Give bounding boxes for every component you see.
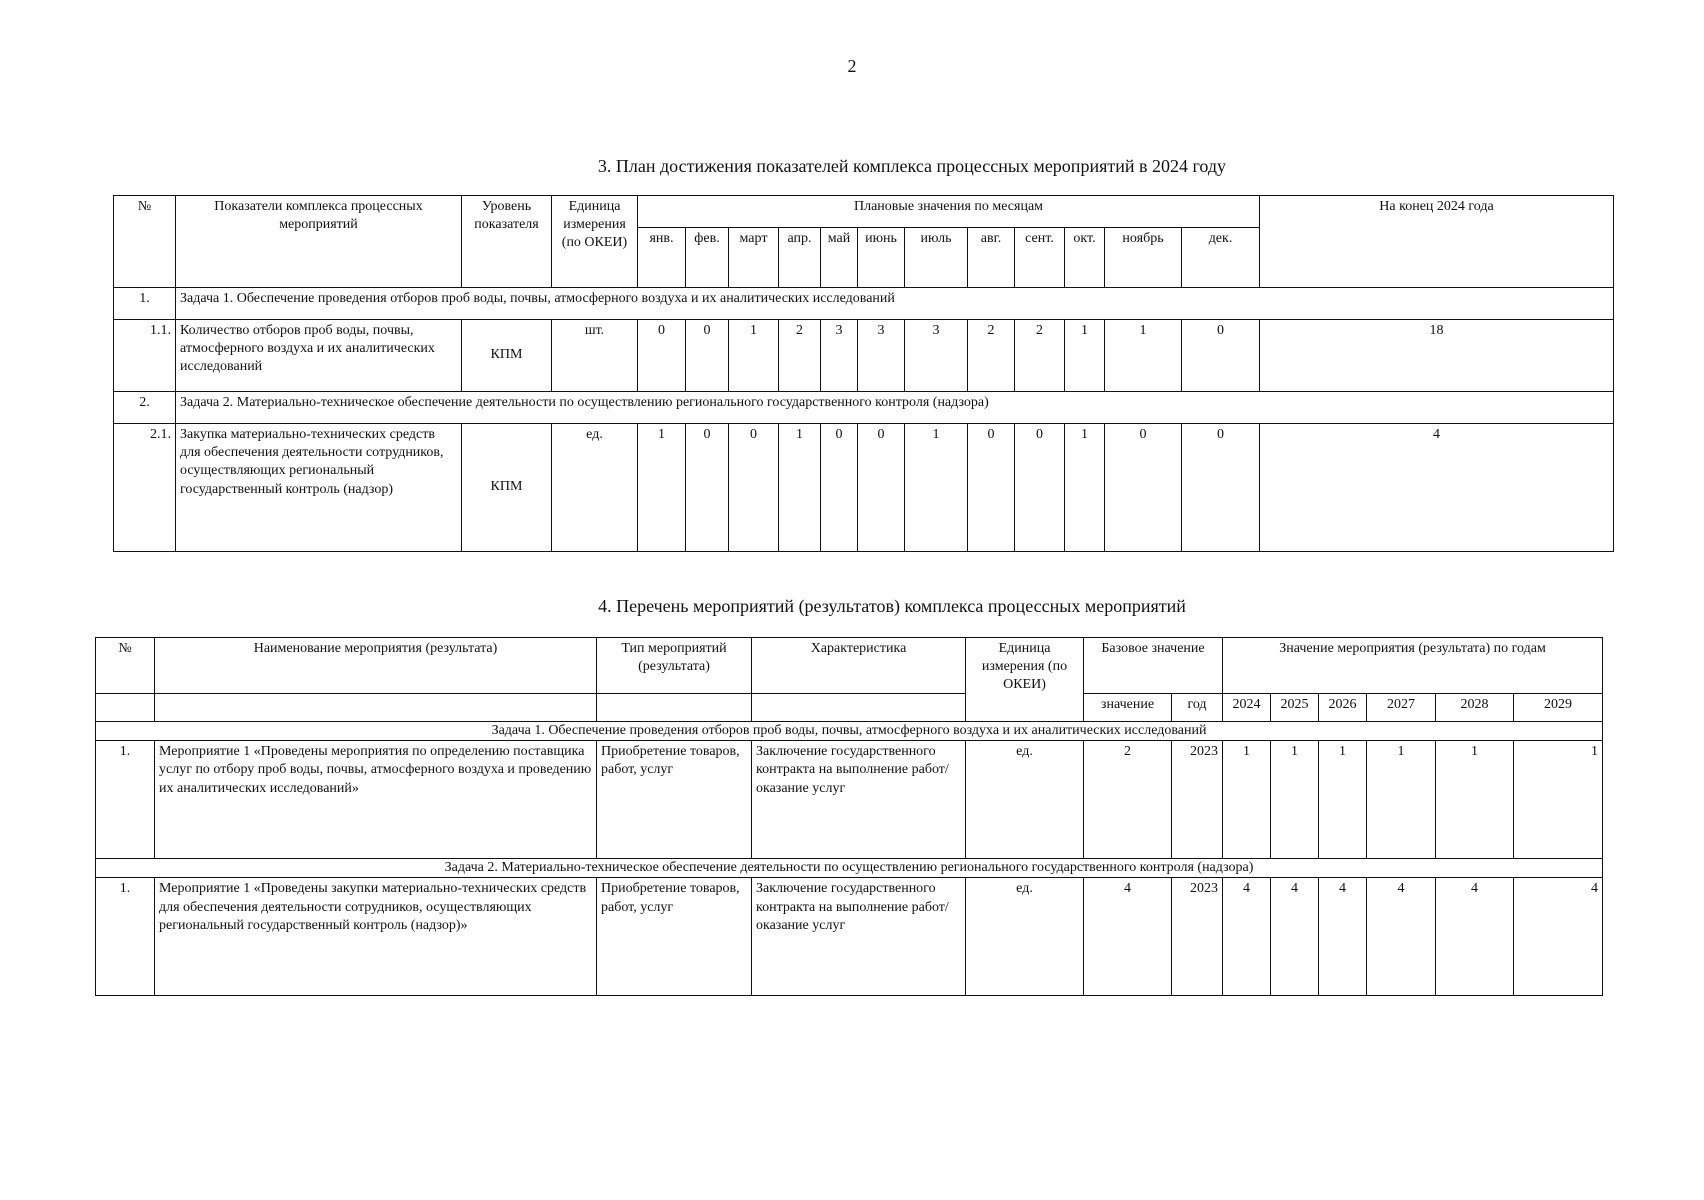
task-row	[96, 722, 1603, 741]
header-year: 2028	[1436, 694, 1514, 722]
base-year: 2023	[1172, 878, 1223, 996]
month-value: 2	[779, 320, 821, 392]
header-monthly: Плановые значения по месяцам	[638, 196, 1260, 228]
task-text: Задача 1. Обеспечение проведения отборов проб воды, почвы, атмосферного воздуха и их аналитических исследований	[176, 288, 1614, 320]
activity-unit: ед.	[966, 878, 1084, 996]
base-year: 2023	[1172, 741, 1223, 859]
table-row	[96, 741, 1603, 859]
activity-unit: ед.	[966, 741, 1084, 859]
header-month: дек.	[1182, 228, 1260, 288]
row-num: 1.	[96, 741, 155, 859]
header-year: 2024	[1223, 694, 1271, 722]
table-row	[114, 424, 1614, 552]
table4-title: 4. Перечень мероприятий (результатов) комплекса процессных мероприятий	[598, 596, 1186, 616]
row-num: 2.	[114, 392, 176, 424]
task-text: Задача 2. Материально-техническое обеспечение деятельности по осуществлению регионального государственного контроля (надзора)	[176, 392, 1614, 424]
header-base-value: значение	[1084, 694, 1172, 722]
year-value: 1	[1514, 741, 1603, 859]
row-num: 1.	[114, 288, 176, 320]
month-value: 0	[1105, 424, 1182, 552]
month-value: 1	[1065, 320, 1105, 392]
table-row	[114, 320, 1614, 392]
header-month: сент.	[1015, 228, 1065, 288]
month-value: 1	[779, 424, 821, 552]
year-value: 1	[1271, 741, 1319, 859]
task-row	[114, 288, 1614, 320]
year-end-value: 4	[1260, 424, 1614, 552]
month-value: 1	[1105, 320, 1182, 392]
header-values-by-year: Значение мероприятия (результата) по годам	[1223, 638, 1603, 694]
month-value: 0	[1182, 424, 1260, 552]
header-month: июль	[905, 228, 968, 288]
year-value: 1	[1223, 741, 1271, 859]
activity-characteristic: Заключение государственного контракта на выполнение работ/оказание услуг	[752, 741, 966, 859]
task-text: Задача 2. Материально-техническое обеспечение деятельности по осуществлению регионального государственного контроля (надзора)	[96, 859, 1603, 878]
indicator-unit: ед.	[552, 424, 638, 552]
header-name: Наименование мероприятия (результата)	[155, 638, 597, 694]
header-base-year: год	[1172, 694, 1223, 722]
header-month: апр.	[779, 228, 821, 288]
month-value: 0	[858, 424, 905, 552]
year-value: 1	[1319, 741, 1367, 859]
month-value: 0	[1182, 320, 1260, 392]
month-value: 0	[729, 424, 779, 552]
month-value: 0	[1015, 424, 1065, 552]
month-value: 2	[968, 320, 1015, 392]
base-value: 4	[1084, 878, 1172, 996]
row-num: 1.	[96, 878, 155, 996]
year-value: 1	[1367, 741, 1436, 859]
indicator-level: КПМ	[462, 320, 552, 392]
month-value: 1	[905, 424, 968, 552]
month-value: 0	[968, 424, 1015, 552]
month-value: 0	[686, 320, 729, 392]
month-value: 1	[638, 424, 686, 552]
header-month: окт.	[1065, 228, 1105, 288]
header-month: ноябрь	[1105, 228, 1182, 288]
month-value: 1	[1065, 424, 1105, 552]
year-value: 4	[1223, 878, 1271, 996]
activity-name: Мероприятие 1 «Проведены мероприятия по определению поставщика услуг по отбору проб воды, почвы, атмосферного воздуха и проведению их аналитических исследований»	[155, 741, 597, 859]
month-value: 1	[729, 320, 779, 392]
indicators-plan-table	[113, 195, 1614, 552]
page-number: 2	[847, 56, 857, 76]
header-month: май	[821, 228, 858, 288]
header-year: 2025	[1271, 694, 1319, 722]
empty-cell	[155, 694, 597, 722]
empty-cell	[597, 694, 752, 722]
empty-cell	[96, 694, 155, 722]
header-characteristic: Характеристика	[752, 638, 966, 694]
month-value: 0	[638, 320, 686, 392]
activity-characteristic: Заключение государственного контракта на выполнение работ/оказание услуг	[752, 878, 966, 996]
indicator-level: КПМ	[462, 424, 552, 552]
month-value: 2	[1015, 320, 1065, 392]
row-num: 1.1.	[114, 320, 176, 392]
header-month: янв.	[638, 228, 686, 288]
year-value: 4	[1367, 878, 1436, 996]
activities-table	[95, 637, 1603, 996]
header-month: март	[729, 228, 779, 288]
header-year: 2027	[1367, 694, 1436, 722]
task-row	[114, 392, 1614, 424]
task-text: Задача 1. Обеспечение проведения отборов проб воды, почвы, атмосферного воздуха и их аналитических исследований	[96, 722, 1603, 741]
header-type: Тип мероприятий (результата)	[597, 638, 752, 694]
table3-title: 3. План достижения показателей комплекса процессных мероприятий в 2024 году	[597, 156, 1227, 176]
header-num: №	[114, 196, 176, 288]
month-value: 3	[821, 320, 858, 392]
base-value: 2	[1084, 741, 1172, 859]
year-value: 4	[1514, 878, 1603, 996]
header-month: фев.	[686, 228, 729, 288]
header-year: 2026	[1319, 694, 1367, 722]
indicator-name: Закупка материально-технических средств для обеспечения деятельности сотрудников, осуществляющих региональный государственный контроль (надзор)	[176, 424, 462, 552]
header-base: Базовое значение	[1084, 638, 1223, 694]
header-num: №	[96, 638, 155, 694]
year-value: 4	[1436, 878, 1514, 996]
year-value: 4	[1319, 878, 1367, 996]
task-row	[96, 859, 1603, 878]
row-num: 2.1.	[114, 424, 176, 552]
table-row	[96, 878, 1603, 996]
header-level: Уровень показателя	[462, 196, 552, 288]
activity-type: Приобретение товаров, работ, услуг	[597, 741, 752, 859]
header-month: июнь	[858, 228, 905, 288]
empty-cell	[752, 694, 966, 722]
indicator-unit: шт.	[552, 320, 638, 392]
activity-type: Приобретение товаров, работ, услуг	[597, 878, 752, 996]
month-value: 0	[821, 424, 858, 552]
header-year: 2029	[1514, 694, 1603, 722]
header-year-end: На конец 2024 года	[1260, 196, 1614, 288]
activity-name: Мероприятие 1 «Проведены закупки материально-технических средств для обеспечения деятельности сотрудников, осуществляющих региональный государственный контроль (надзор)»	[155, 878, 597, 996]
header-unit: Единица измерения (по ОКЕИ)	[966, 638, 1084, 722]
year-end-value: 18	[1260, 320, 1614, 392]
month-value: 0	[686, 424, 729, 552]
indicator-name: Количество отборов проб воды, почвы, атмосферного воздуха и их аналитических исследований	[176, 320, 462, 392]
header-unit: Единица измерения (по ОКЕИ)	[552, 196, 638, 288]
header-month: авг.	[968, 228, 1015, 288]
year-value: 1	[1436, 741, 1514, 859]
header-indicator: Показатели комплекса процессных мероприятий	[176, 196, 462, 288]
year-value: 4	[1271, 878, 1319, 996]
month-value: 3	[858, 320, 905, 392]
month-value: 3	[905, 320, 968, 392]
